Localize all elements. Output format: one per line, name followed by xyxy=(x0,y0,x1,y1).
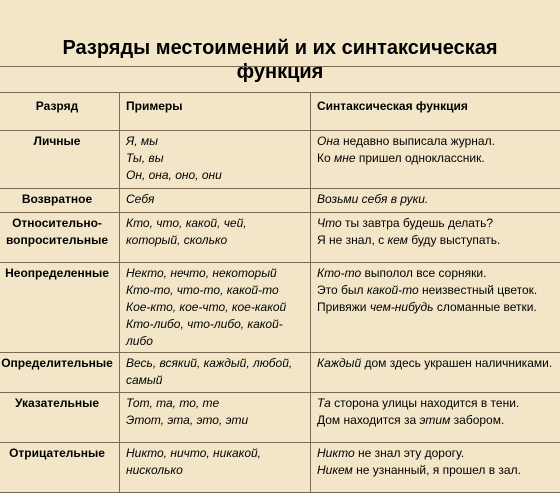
title-line-1: Разряды местоимений и их синтаксическая xyxy=(0,36,560,60)
pronoun-highlight: Никто xyxy=(317,446,355,460)
function-cell xyxy=(311,189,560,213)
sentence-text: сторона улицы находится в тени. xyxy=(331,396,520,410)
examples-cell xyxy=(120,131,311,189)
table-row xyxy=(0,443,560,493)
sentence-text: не узнанный, я прошел в зал. xyxy=(353,463,521,477)
category-cell: Определительные xyxy=(0,353,120,393)
function-cell xyxy=(311,353,560,393)
pronoun-highlight: мне xyxy=(334,151,356,165)
pronoun-highlight: Каждый xyxy=(317,356,361,370)
sentence-text: забором. xyxy=(450,413,504,427)
function-example-line xyxy=(317,191,557,208)
function-example-line xyxy=(317,299,557,316)
example-line: Никто, ничто, никакой, нисколько xyxy=(126,445,304,479)
category-cell: Личные xyxy=(0,131,120,189)
function-example-line xyxy=(317,355,557,372)
example-line: Кто-то, что-то, какой-то xyxy=(126,282,304,299)
sentence-text: не знал эту дорогу. xyxy=(355,446,464,460)
sentence-text: Ко xyxy=(317,151,334,165)
example-line: Весь, всякий, каждый, любой, самый xyxy=(126,355,304,389)
pronoun-highlight: кем xyxy=(387,233,407,247)
example-line: Кто, что, какой, чей, который, сколько xyxy=(126,215,304,249)
sentence-text: дом здесь украшен наличниками. xyxy=(361,356,552,370)
function-example-line xyxy=(317,462,557,479)
pronoun-highlight: Что xyxy=(317,216,342,230)
pronoun-highlight: Возьми себя в руки. xyxy=(317,192,428,206)
title-divider xyxy=(0,66,560,67)
page-title xyxy=(0,36,560,84)
header-examples: Примеры xyxy=(120,93,311,131)
pronoun-highlight: Та xyxy=(317,396,331,410)
header-category: Разряд xyxy=(0,93,120,131)
sentence-text: буду выступать. xyxy=(408,233,501,247)
pronoun-highlight: чем-нибудь xyxy=(370,300,434,314)
sentence-text: Это был xyxy=(317,283,367,297)
sentence-text: ты завтра будешь делать? xyxy=(342,216,493,230)
function-example-line xyxy=(317,395,557,412)
sentence-text: Привяжи xyxy=(317,300,370,314)
function-cell xyxy=(311,131,560,189)
category-cell: Отрицательные xyxy=(0,443,120,493)
sentence-text: недавно выписала журнал. xyxy=(340,134,495,148)
table-row xyxy=(0,131,560,189)
example-line: Этот, эта, это, эти xyxy=(126,412,304,429)
function-cell xyxy=(311,213,560,263)
function-example-line xyxy=(317,150,557,167)
sentence-text: Дом находится за xyxy=(317,413,420,427)
function-example-line xyxy=(317,232,557,249)
function-example-line xyxy=(317,215,557,232)
category-cell: Неопределенные xyxy=(0,263,120,353)
table-row xyxy=(0,353,560,393)
examples-cell xyxy=(120,393,311,443)
example-line: Тот, та, то, те xyxy=(126,395,304,412)
pronoun-table xyxy=(0,92,560,493)
function-cell xyxy=(311,263,560,353)
pronoun-highlight: какой-то xyxy=(367,283,419,297)
table-row xyxy=(0,393,560,443)
examples-cell xyxy=(120,263,311,353)
examples-cell xyxy=(120,353,311,393)
function-example-line xyxy=(317,133,557,150)
function-example-line xyxy=(317,445,557,462)
function-cell xyxy=(311,443,560,493)
examples-cell xyxy=(120,189,311,213)
table-row xyxy=(0,189,560,213)
function-example-line xyxy=(317,265,557,282)
example-line: Кое-кто, кое-что, кое-какой xyxy=(126,299,304,316)
category-cell: Относительно-вопросительные xyxy=(0,213,120,263)
example-line: Я, мы xyxy=(126,133,304,150)
function-cell xyxy=(311,393,560,443)
sentence-text: Я не знал, с xyxy=(317,233,387,247)
pronoun-highlight: Кто-то xyxy=(317,266,361,280)
sentence-text: сломанные ветки. xyxy=(434,300,537,314)
example-line: Кто-либо, что-либо, какой-либо xyxy=(126,316,304,350)
title-line-2: функция xyxy=(0,60,560,84)
category-cell: Указательные xyxy=(0,393,120,443)
sentence-text: выполол все сорняки. xyxy=(361,266,486,280)
sentence-text: неизвестный цветок. xyxy=(419,283,538,297)
examples-cell xyxy=(120,443,311,493)
header-function: Синтаксическая функция xyxy=(311,93,560,131)
example-line: Ты, вы xyxy=(126,150,304,167)
example-line: Некто, нечто, некоторый xyxy=(126,265,304,282)
category-cell: Возвратное xyxy=(0,189,120,213)
examples-cell xyxy=(120,213,311,263)
example-line: Себя xyxy=(126,191,304,208)
sentence-text: пришел одноклассник. xyxy=(356,151,485,165)
example-line: Он, она, оно, они xyxy=(126,167,304,184)
pronoun-highlight: этим xyxy=(420,413,451,427)
table-row xyxy=(0,213,560,263)
function-example-line xyxy=(317,282,557,299)
pronoun-highlight: Она xyxy=(317,134,340,148)
table-row xyxy=(0,263,560,353)
pronoun-highlight: Никем xyxy=(317,463,353,477)
function-example-line xyxy=(317,412,557,429)
table-header-row xyxy=(0,93,560,131)
